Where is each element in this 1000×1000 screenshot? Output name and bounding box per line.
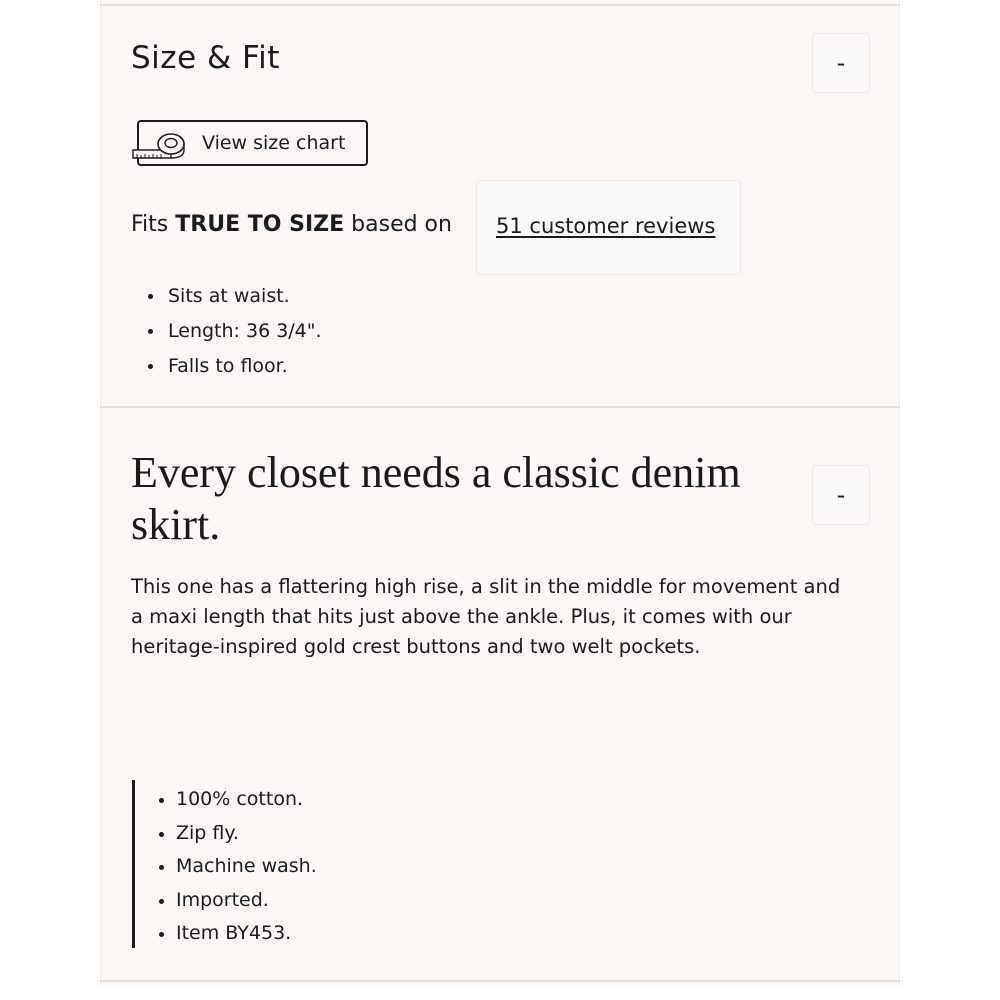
collapse-icon: - (836, 49, 846, 77)
product-details-list (157, 786, 317, 954)
list-item: Sits at waist. (145, 284, 322, 319)
size-fit-collapse-button[interactable] (812, 33, 870, 93)
list-item: 100% cotton. (157, 786, 317, 820)
fit-prefix: Fits (131, 212, 169, 237)
customer-reviews-link-box[interactable] (476, 180, 741, 275)
customer-reviews-link[interactable]: 51 customer reviews (496, 214, 716, 238)
section-divider (100, 406, 900, 408)
details-accent-bar (132, 780, 135, 948)
list-item: Item BY453. (157, 920, 317, 954)
list-item: Imported. (157, 887, 317, 921)
product-description: This one has a flattering high rise, a slit in the middle for movement and a maxi length that hits just above the ankle. Plus, it comes with our heritage-inspired gold crest buttons and two welt pockets. (131, 575, 841, 658)
collapse-icon: - (836, 481, 846, 509)
fit-suffix: based on (351, 212, 452, 237)
top-divider (100, 4, 900, 6)
fit-summary (131, 212, 452, 237)
bottom-divider (100, 980, 900, 982)
list-item: Length: 36 3/4". (145, 319, 322, 354)
view-size-chart-label: View size chart (202, 132, 346, 154)
fit-details-list (145, 284, 322, 389)
list-item: Falls to floor. (145, 354, 322, 389)
list-item: Machine wash. (157, 853, 317, 887)
list-item: Zip fly. (157, 820, 317, 854)
description-collapse-button[interactable] (812, 465, 870, 525)
fit-rating: TRUE TO SIZE (175, 212, 345, 237)
measuring-tape-icon (131, 130, 191, 162)
size-fit-title: Size & Fit (131, 40, 280, 76)
view-size-chart-button[interactable] (137, 120, 368, 166)
product-headline: Every closet needs a classic denim skirt. (131, 448, 741, 549)
